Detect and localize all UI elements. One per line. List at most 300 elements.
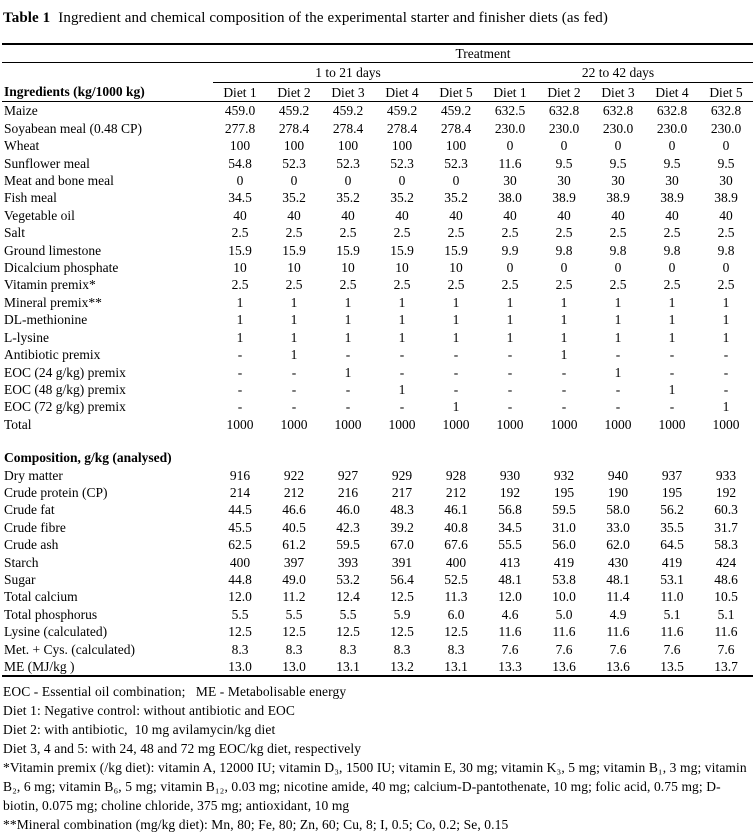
cell-value: 459.0 — [224, 103, 256, 119]
cell-value: 11.6 — [498, 624, 522, 640]
cell-value: 6.0 — [447, 606, 465, 622]
table-row — [2, 311, 753, 328]
cell-value: 11.6 — [714, 624, 738, 640]
row-label: Dicalcium phosphate — [4, 260, 119, 276]
cell-value: 278.4 — [278, 120, 310, 136]
cell-value: - — [669, 364, 675, 380]
cell-value: 35.2 — [390, 190, 414, 206]
cell-value: - — [561, 381, 567, 397]
table-row — [2, 606, 753, 623]
footnote-line: EOC - Essential oil combination; ME - Metabolisable energy — [3, 684, 347, 700]
row-label: Ground limestone — [4, 242, 102, 258]
cell-value: 38.9 — [552, 190, 576, 206]
cell-value: 100 — [391, 138, 413, 154]
cell-value: 2.5 — [555, 225, 573, 241]
cell-value: 1 — [290, 312, 298, 328]
table-row — [2, 641, 753, 658]
group-finisher-label: 22 to 42 days — [483, 63, 753, 83]
cell-value: 35.5 — [660, 519, 684, 535]
cell-value: 40 — [395, 207, 409, 223]
cell-value: 212 — [283, 484, 305, 500]
cell-value: 40 — [503, 207, 517, 223]
cell-value: 12.5 — [390, 589, 414, 605]
cell-value: 2.5 — [447, 277, 465, 293]
cell-value: 46.0 — [336, 502, 360, 518]
cell-value: 10 — [287, 260, 301, 276]
cell-value: 2.5 — [501, 277, 519, 293]
cell-value: 11.3 — [444, 589, 468, 605]
cell-value: 1 — [344, 294, 352, 310]
cell-value: 9.5 — [609, 155, 627, 171]
cell-value: - — [669, 347, 675, 363]
row-label: ME (MJ/kg ) — [2, 658, 213, 676]
cell-value: 1 — [398, 329, 406, 345]
cell-value: 1 — [506, 329, 514, 345]
footnote-line: *Vitamin premix (/kg diet): vitamin A, 12000 IU; vitamin D₃, 1500 IU; vitamin E, 30 mg; vitamin K₃, 5 mg; vitamin B₁, 3 mg; vitamin B₂, 6 mg; vitamin B₆, 5 mg; vitamin B₁₂, 0.03 mg; nicotine amide, 40 mg; calcium-D-pantothenate, 10 mg; folic acid, 0.75 mg; D-biotin, 0.075 mg; choline chloride, 375 mg; antioxidant, 10 mg — [3, 760, 751, 814]
ingredients-column-header: Ingredients (kg/1000 kg) — [2, 83, 213, 102]
cell-value: 927 — [337, 467, 359, 483]
cell-value: 8.3 — [285, 641, 303, 657]
table-row — [2, 536, 753, 553]
cell-value: 0 — [506, 138, 514, 154]
cell-value: - — [291, 364, 297, 380]
footnote-line: **Mineral combination (mg/kg diet): Mn, 80; Fe, 80; Zn, 60; Cu, 8; I, 0.5; Co, 0.2; Se, 0.15 — [3, 817, 509, 833]
row-label: Total phosphorus — [4, 606, 98, 622]
cell-value: 413 — [499, 554, 521, 570]
cell-value: 1000 — [604, 416, 632, 432]
cell-value: 0 — [560, 138, 568, 154]
table-row — [2, 102, 753, 120]
cell-value: 217 — [391, 484, 413, 500]
header-spacer-cell — [2, 63, 213, 83]
cell-value: 67.6 — [444, 537, 468, 553]
cell-value: 42.3 — [336, 519, 360, 535]
cell-value: 632.8 — [548, 103, 580, 119]
cell-value: 12.5 — [228, 624, 252, 640]
cell-value: 278.4 — [332, 120, 364, 136]
cell-value: 2.5 — [609, 277, 627, 293]
cell-value: - — [291, 381, 297, 397]
cell-value: 1 — [344, 364, 352, 380]
cell-value: 13.5 — [645, 658, 699, 676]
cell-value: - — [345, 347, 351, 363]
table-title-text: Ingredient and chemical composition of the experimental starter and finisher diets (as fed) — [58, 10, 608, 26]
cell-value: 30 — [665, 173, 679, 189]
cell-value: 30 — [611, 173, 625, 189]
cell-value: 230.0 — [494, 120, 526, 136]
diet-column-header: Diet 3 — [321, 83, 375, 102]
cell-value: 52.5 — [444, 571, 468, 587]
cell-value: 1000 — [442, 416, 470, 432]
cell-value: 58.0 — [606, 502, 630, 518]
cell-value: - — [507, 364, 513, 380]
table-title — [3, 8, 754, 28]
cell-value: 214 — [229, 484, 251, 500]
cell-value: 7.6 — [663, 641, 681, 657]
cell-value: 2.5 — [555, 277, 573, 293]
table-row — [2, 189, 753, 206]
cell-value: 2.5 — [339, 277, 357, 293]
cell-value: 9.5 — [555, 155, 573, 171]
cell-value: 430 — [607, 554, 629, 570]
cell-value: 2.5 — [285, 277, 303, 293]
cell-value: 459.2 — [278, 103, 310, 119]
cell-value: - — [723, 364, 729, 380]
cell-value: 38.9 — [660, 190, 684, 206]
cell-value: 1 — [668, 294, 676, 310]
cell-value: 52.3 — [444, 155, 468, 171]
cell-value: 40.5 — [282, 519, 306, 535]
cell-value: 54.8 — [228, 155, 252, 171]
row-label: Crude fat — [4, 502, 55, 518]
table-row — [2, 519, 753, 536]
cell-value: 15.9 — [390, 242, 414, 258]
cell-value: 1 — [614, 329, 622, 345]
cell-value: - — [453, 381, 459, 397]
cell-value: 9.8 — [555, 242, 573, 258]
cell-value: 8.3 — [231, 641, 249, 657]
cell-value: 230.0 — [656, 120, 688, 136]
cell-value: 2.5 — [393, 225, 411, 241]
cell-value: 38.9 — [606, 190, 630, 206]
cell-value: 11.6 — [660, 624, 684, 640]
cell-value: 5.5 — [285, 606, 303, 622]
cell-value: 278.4 — [440, 120, 472, 136]
cell-value: 15.9 — [444, 242, 468, 258]
cell-value: 52.3 — [390, 155, 414, 171]
cell-value: - — [615, 399, 621, 415]
cell-value: 632.5 — [494, 103, 526, 119]
cell-value: 1 — [398, 294, 406, 310]
cell-value: - — [291, 399, 297, 415]
row-label: Dry matter — [4, 467, 63, 483]
cell-value: 12.5 — [390, 624, 414, 640]
cell-value: 2.5 — [393, 277, 411, 293]
cell-value: 12.5 — [336, 624, 360, 640]
cell-value: - — [345, 399, 351, 415]
cell-value: 1 — [614, 364, 622, 380]
cell-value: 0 — [398, 173, 406, 189]
treatment-header-row — [2, 44, 753, 63]
cell-value: 2.5 — [231, 277, 249, 293]
cell-value: 55.5 — [498, 537, 522, 553]
cell-value: - — [453, 364, 459, 380]
cell-value: 40 — [287, 207, 301, 223]
cell-value: 10 — [449, 260, 463, 276]
cell-value: 48.6 — [714, 571, 738, 587]
cell-value: 48.1 — [606, 571, 630, 587]
cell-value: 459.2 — [332, 103, 364, 119]
cell-value: 35.2 — [336, 190, 360, 206]
cell-value: 9.5 — [717, 155, 735, 171]
cell-value: 397 — [283, 554, 305, 570]
cell-value: 31.0 — [552, 519, 576, 535]
cell-value: 52.3 — [282, 155, 306, 171]
cell-value: 1 — [560, 294, 568, 310]
cell-value: - — [669, 399, 675, 415]
cell-value: - — [507, 399, 513, 415]
cell-value: 2.5 — [717, 225, 735, 241]
row-label: Starch — [4, 554, 39, 570]
row-label: EOC (72 g/kg) premix — [4, 399, 126, 415]
cell-value: 1000 — [496, 416, 524, 432]
row-label: Total — [4, 416, 32, 432]
cell-value: 31.7 — [714, 519, 738, 535]
cell-value: 13.1 — [321, 658, 375, 676]
cell-value: 1 — [290, 329, 298, 345]
cell-value: - — [615, 347, 621, 363]
cell-value: 7.6 — [555, 641, 573, 657]
cell-value: 1 — [668, 381, 676, 397]
cell-value: 40 — [557, 207, 571, 223]
table-row — [2, 484, 753, 501]
row-label: Antibiotic premix — [4, 347, 101, 363]
cell-value: 632.8 — [710, 103, 742, 119]
cell-value: 40 — [611, 207, 625, 223]
cell-value: 0 — [668, 138, 676, 154]
cell-value: 12.0 — [228, 589, 252, 605]
cell-value: 11.0 — [660, 589, 684, 605]
table-row — [2, 329, 753, 346]
cell-value: 1 — [668, 312, 676, 328]
cell-value: 1 — [560, 312, 568, 328]
cell-value: 59.5 — [336, 537, 360, 553]
cell-value: - — [561, 364, 567, 380]
cell-value: 1 — [452, 294, 460, 310]
cell-value: 40 — [449, 207, 463, 223]
cell-value: 5.5 — [231, 606, 249, 622]
diet-composition-table — [2, 43, 753, 677]
table-row — [2, 276, 753, 293]
cell-value: 7.6 — [501, 641, 519, 657]
cell-value: 33.0 — [606, 519, 630, 535]
cell-value: 13.6 — [537, 658, 591, 676]
cell-value: 400 — [229, 554, 251, 570]
cell-value: - — [399, 399, 405, 415]
diet-column-header: Diet 4 — [645, 83, 699, 102]
cell-value: 1 — [452, 329, 460, 345]
cell-value: 56.8 — [498, 502, 522, 518]
cell-value: 1000 — [712, 416, 740, 432]
row-label: Sugar — [4, 571, 36, 587]
cell-value: 40 — [665, 207, 679, 223]
cell-value: 5.0 — [555, 606, 573, 622]
row-label: EOC (24 g/kg) premix — [4, 364, 126, 380]
cell-value: 190 — [607, 484, 629, 500]
cell-value: 49.0 — [282, 571, 306, 587]
cell-value: 0 — [560, 260, 568, 276]
cell-value: 60.3 — [714, 502, 738, 518]
cell-value: 53.8 — [552, 571, 576, 587]
footnote-line: Diet 2: with antibiotic, 10 mg avilamycin/kg diet — [3, 722, 276, 738]
cell-value: 2.5 — [447, 225, 465, 241]
cell-value: 0 — [614, 260, 622, 276]
diet-column-header: Diet 2 — [537, 83, 591, 102]
row-label: Met. + Cys. (calculated) — [4, 641, 135, 657]
diet-column-header: Diet 5 — [429, 83, 483, 102]
cell-value: 230.0 — [710, 120, 742, 136]
cell-value: 13.2 — [375, 658, 429, 676]
cell-value: 30 — [719, 173, 733, 189]
diet-column-header: Diet 2 — [267, 83, 321, 102]
cell-value: 393 — [337, 554, 359, 570]
cell-value: 100 — [445, 138, 467, 154]
cell-value: 34.5 — [498, 519, 522, 535]
cell-value: 424 — [715, 554, 737, 570]
row-label: Soyabean meal (0.48 CP) — [4, 120, 142, 136]
row-label: Vegetable oil — [4, 207, 75, 223]
cell-value: 48.3 — [390, 502, 414, 518]
cell-value: 192 — [715, 484, 737, 500]
table-row — [2, 207, 753, 224]
cell-value: 1 — [452, 312, 460, 328]
cell-value: 192 — [499, 484, 521, 500]
footnote-line: Diet 3, 4 and 5: with 24, 48 and 72 mg EOC/kg diet, respectively — [3, 741, 362, 757]
table-row — [2, 120, 753, 137]
table-row — [2, 155, 753, 172]
spacer-row — [2, 433, 753, 449]
cell-value: 932 — [553, 467, 575, 483]
cell-value: 1 — [722, 312, 730, 328]
cell-value: 40 — [341, 207, 355, 223]
cell-value: 2.5 — [339, 225, 357, 241]
cell-value: 0 — [344, 173, 352, 189]
table-row — [2, 381, 753, 398]
cell-value: 13.1 — [429, 658, 483, 676]
cell-value: 40 — [233, 207, 247, 223]
cell-value: 11.2 — [282, 589, 306, 605]
table-body — [2, 102, 753, 677]
diet-column-header: Diet 4 — [375, 83, 429, 102]
row-label: EOC (48 g/kg) premix — [4, 381, 126, 397]
cell-value: 10 — [395, 260, 409, 276]
cell-value: 100 — [337, 138, 359, 154]
cell-value: 56.0 — [552, 537, 576, 553]
cell-value: 56.2 — [660, 502, 684, 518]
row-label: L-lysine — [4, 329, 49, 345]
cell-value: 1 — [722, 399, 730, 415]
cell-value: - — [237, 399, 243, 415]
cell-value: - — [237, 381, 243, 397]
spacer-cell — [2, 433, 753, 449]
cell-value: 195 — [553, 484, 575, 500]
cell-value: - — [615, 381, 621, 397]
cell-value: 1 — [614, 312, 622, 328]
cell-value: 2.5 — [663, 225, 681, 241]
table-row — [2, 416, 753, 433]
table-row — [2, 501, 753, 518]
cell-value: 419 — [661, 554, 683, 570]
cell-value: 10 — [341, 260, 355, 276]
row-label: Crude fibre — [4, 519, 66, 535]
cell-value: 40.8 — [444, 519, 468, 535]
cell-value: 13.3 — [483, 658, 537, 676]
table-row — [2, 623, 753, 640]
cell-value: 9.8 — [717, 242, 735, 258]
cell-value: - — [237, 347, 243, 363]
cell-value: 1 — [236, 329, 244, 345]
cell-value: 62.5 — [228, 537, 252, 553]
cell-value: - — [345, 381, 351, 397]
cell-value: 58.3 — [714, 537, 738, 553]
cell-value: - — [507, 381, 513, 397]
cell-value: 34.5 — [228, 190, 252, 206]
table-row — [2, 294, 753, 311]
cell-value: 230.0 — [548, 120, 580, 136]
table-row — [2, 467, 753, 484]
cell-value: 1000 — [280, 416, 308, 432]
cell-value: 5.1 — [663, 606, 681, 622]
treatment-header: Treatment — [213, 44, 753, 63]
cell-value: - — [561, 399, 567, 415]
cell-value: 916 — [229, 467, 251, 483]
cell-value: 0 — [722, 138, 730, 154]
cell-value: 5.9 — [393, 606, 411, 622]
table-row — [2, 172, 753, 189]
cell-value: 1 — [668, 329, 676, 345]
cell-value: 928 — [445, 467, 467, 483]
cell-value: - — [507, 347, 513, 363]
row-label: Lysine (calculated) — [4, 624, 108, 640]
cell-value: 7.6 — [717, 641, 735, 657]
cell-value: 1 — [452, 399, 460, 415]
cell-value: 459.2 — [440, 103, 472, 119]
cell-value: 1 — [560, 329, 568, 345]
cell-value: 278.4 — [386, 120, 418, 136]
cell-value: 632.8 — [656, 103, 688, 119]
cell-value: - — [723, 347, 729, 363]
diet-header-row — [2, 83, 753, 102]
cell-value: 44.8 — [228, 571, 252, 587]
cell-value: 1 — [236, 294, 244, 310]
cell-value: 1000 — [550, 416, 578, 432]
cell-value: 12.0 — [498, 589, 522, 605]
cell-value: 1000 — [658, 416, 686, 432]
cell-value: 212 — [445, 484, 467, 500]
cell-value: 1000 — [388, 416, 416, 432]
cell-value: 391 — [391, 554, 413, 570]
cell-value: 100 — [283, 138, 305, 154]
cell-value: 12.5 — [282, 624, 306, 640]
cell-value: 30 — [503, 173, 517, 189]
cell-value: 11.6 — [498, 155, 522, 171]
cell-value: 0 — [236, 173, 244, 189]
cell-value: 52.3 — [336, 155, 360, 171]
cell-value: 1 — [398, 312, 406, 328]
cell-value: 929 — [391, 467, 413, 483]
row-label: DL-methionine — [4, 312, 88, 328]
cell-value: 46.1 — [444, 502, 468, 518]
cell-value: 1 — [290, 294, 298, 310]
row-label: Mineral premix** — [4, 294, 102, 310]
cell-value: 8.3 — [339, 641, 357, 657]
period-group-row — [2, 63, 753, 83]
table-row — [2, 398, 753, 415]
diet-column-header: Diet 1 — [483, 83, 537, 102]
table-row — [2, 224, 753, 241]
cell-value: 9.9 — [501, 242, 519, 258]
cell-value: 1000 — [226, 416, 254, 432]
cell-value: 39.2 — [390, 519, 414, 535]
cell-value: 15.9 — [336, 242, 360, 258]
cell-value: 13.7 — [699, 658, 753, 676]
cell-value: 53.1 — [660, 571, 684, 587]
cell-value: 1000 — [334, 416, 362, 432]
cell-value: 40 — [719, 207, 733, 223]
cell-value: 12.4 — [336, 589, 360, 605]
cell-value: 0 — [614, 138, 622, 154]
diet-column-header: Diet 5 — [699, 83, 753, 102]
